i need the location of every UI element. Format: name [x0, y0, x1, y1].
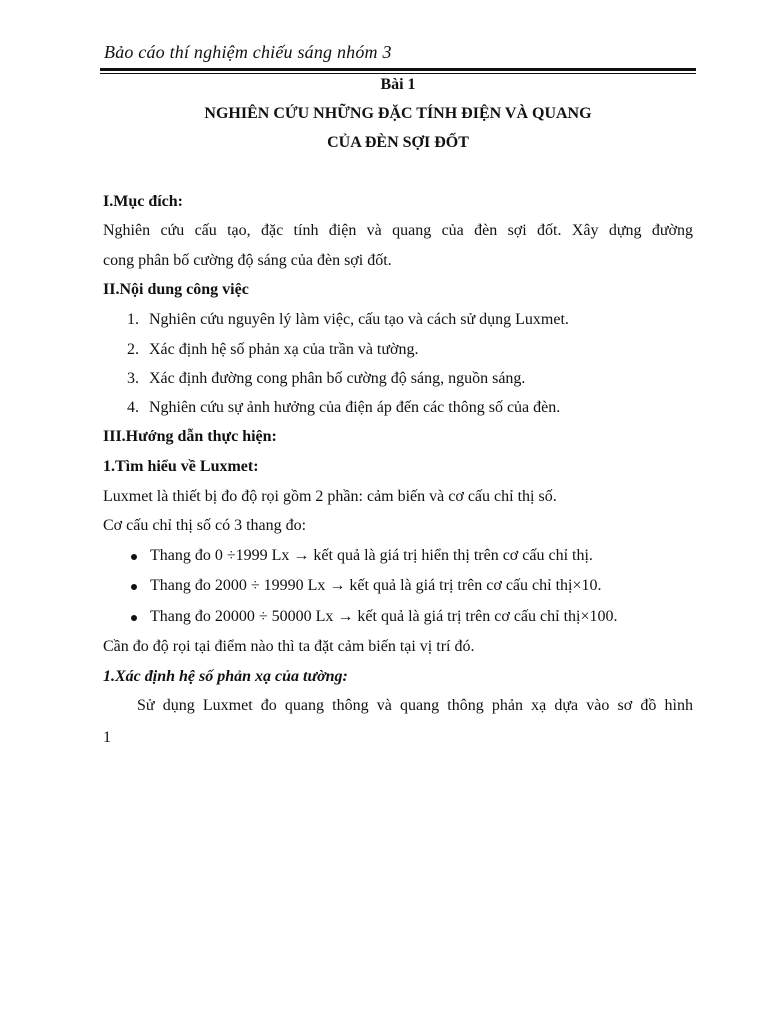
- subsection-2-paragraph-line-1: Sử dụng Luxmet đo quang thông và quang thông phản xạ dựa vào sơ đồ hình: [137, 697, 693, 714]
- header-rule-thin: [100, 73, 696, 74]
- section-3-heading: III.Hướng dẫn thực hiện:: [103, 428, 277, 445]
- subsection-1-heading: 1.Tìm hiểu về Luxmet:: [103, 458, 259, 475]
- list-item-number: 4.: [127, 399, 139, 416]
- list-item-number: 2.: [127, 341, 139, 358]
- lesson-number: Bài 1: [380, 76, 416, 93]
- list-item-text: Xác định đường cong phân bố cường độ sáng, nguồn sáng.: [149, 370, 526, 387]
- list-item-number: 3.: [127, 370, 139, 387]
- list-item-number: 1.: [127, 311, 139, 328]
- bullet-icon: [131, 584, 137, 590]
- scales-intro: Cơ cấu chỉ thị số có 3 thang đo:: [103, 517, 307, 534]
- list-item-text: Thang đo 20000 ÷ 50000 Lx → kết quả là giá trị trên cơ cấu chỉ thị×100.: [150, 608, 618, 625]
- list-item-text: Thang đo 2000 ÷ 19990 Lx → kết quả là giá trị trên cơ cấu chỉ thị×10.: [150, 577, 602, 594]
- section-1-paragraph-line-1: Nghiên cứu cấu tạo, đặc tính điện và quang của đèn sợi đốt. Xây dựng đường: [103, 222, 693, 239]
- section-1-heading: I.Mục đích:: [103, 193, 183, 210]
- section-2-heading: II.Nội dung công việc: [103, 281, 249, 298]
- title-line-2: CỦA ĐÈN SỢI ĐỐT: [327, 134, 469, 151]
- header-rule-thick: [100, 68, 696, 71]
- list-item-text: Xác định hệ số phản xạ của trần và tường.: [149, 341, 419, 358]
- running-header: Bảo cáo thí nghiệm chiếu sáng nhóm 3: [104, 42, 392, 62]
- subsection-2-paragraph-line-2: 1: [103, 729, 111, 746]
- title-line-1: NGHIÊN CỨU NHỮNG ĐẶC TÍNH ĐIỆN VÀ QUANG: [204, 105, 592, 122]
- luxmet-description: Luxmet là thiết bị đo độ rọi gồm 2 phần: cảm biến và cơ cấu chỉ thị số.: [103, 488, 557, 505]
- bullet-icon: [131, 554, 137, 560]
- list-item-text: Nghiên cứu nguyên lý làm việc, cấu tạo và cách sử dụng Luxmet.: [149, 311, 569, 328]
- list-item-text: Nghiên cứu sự ảnh hưởng của điện áp đến các thông số của đèn.: [149, 399, 561, 416]
- section-1-paragraph-line-2: cong phân bố cường độ sáng của đèn sợi đốt.: [103, 252, 392, 269]
- sensor-placement-note: Cần đo độ rọi tại điểm nào thì ta đặt cảm biến tại vị trí đó.: [103, 638, 475, 655]
- list-item-text: Thang đo 0 ÷1999 Lx → kết quả là giá trị hiển thị trên cơ cấu chỉ thị.: [150, 547, 593, 564]
- subsection-2-heading: 1.Xác định hệ số phản xạ của tường:: [103, 668, 348, 685]
- bullet-icon: [131, 615, 137, 621]
